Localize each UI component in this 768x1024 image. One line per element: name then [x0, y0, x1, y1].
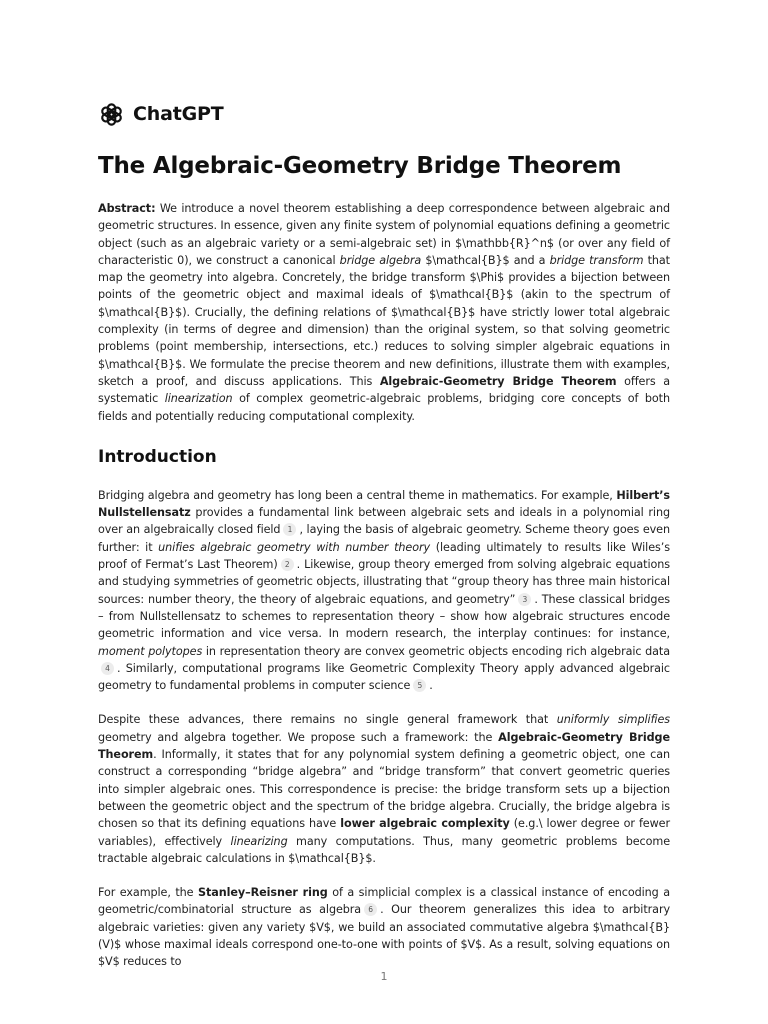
paragraph-text: (e.g.\ lower degree or fewer variables), effectively: [98, 817, 670, 848]
paragraph-text: .: [429, 679, 433, 693]
abstract-strong: Algebraic-Geometry Bridge Theorem: [379, 374, 617, 388]
paragraph-text: . Similarly, computational programs like Geometric Complexity Theory apply advanced algebraic geometry to fundamental problems in computer science: [98, 661, 670, 693]
citation-badge[interactable]: 3: [518, 593, 531, 606]
paragraph-text: , laying the basis of algebraic geometry. Scheme theory goes even further: it: [98, 523, 670, 554]
abstract-emphasis: bridge algebra: [339, 253, 422, 267]
document-title: The Algebraic-Geometry Bridge Theorem: [98, 153, 622, 179]
paragraph-text: provides a fundamental link between algebraic sets and ideals in a polynomial ring over an algebraically closed field: [98, 506, 670, 537]
citation-badge[interactable]: 5: [413, 679, 426, 692]
paragraph-text: Bridging algebra and geometry has long been a central theme in mathematics. For example,: [98, 488, 617, 502]
abstract-text: We introduce a novel theorem establishing a deep correspondence between algebraic and geometric structures. In essence, given any finite system of polynomial equations defining a geometric object (such as an algebraic variety or a semi-algebraic set) in $\mathbb{R}^n$ (or over any field of characteristic 0), we construct a canonical: [98, 202, 670, 267]
abstract-label: Abstract:: [98, 202, 156, 215]
abstract-emphasis: bridge transform: [549, 253, 644, 267]
paragraph-text: . These classical bridges – from Nullstellensatz to schemes to representation theory – show how algebraic structures encode geometric information and vice versa. In modern research, the interplay continues: for instance,: [98, 592, 670, 641]
intro-paragraph-2: [98, 711, 670, 867]
paragraph-emphasis: linearizing: [230, 834, 288, 848]
paragraph-text: (leading ultimately to results like Wiles’s proof of Fermat’s Last Theorem): [98, 540, 670, 572]
abstract-text: that map the geometry into algebra. Concretely, the bridge transform $\Phi$ provides a bijection between points of the geometric object and maximal ideals of $\mathcal{B}$ (akin to the spectrum of $\mathcal{B}$). Crucially, the defining relations of $\mathcal{B}$ have strictly lower total algebraic complexity (in terms of degree and dimension) than the original system, so that solving geometric problems (point membership, intersections, etc.) reduces to solving simpler algebraic equations in $\mathcal{B}$. We formulate the precise theorem and new definitions, illustrate them with examples, sketch a proof, and discuss applications. This: [98, 253, 670, 388]
paragraph-text: many computations. Thus, many geometric problems become tractable algebraic calculations in $\mathcal{B}$.: [98, 834, 670, 865]
openai-knot-icon: [98, 101, 125, 128]
paragraph-emphasis: moment polytopes: [98, 644, 203, 658]
citation-badge[interactable]: 2: [281, 558, 294, 571]
brand-header: [98, 98, 670, 130]
paragraph-strong: lower algebraic complexity: [340, 817, 510, 831]
abstract-emphasis: linearization: [164, 392, 233, 406]
paragraph-text: of a simplicial complex is a classical instance of encoding a geometric/combinatorial structure as algebra: [98, 886, 671, 917]
brand-name: ChatGPT: [133, 103, 224, 125]
document-page: [98, 98, 670, 971]
abstract-paragraph: [98, 200, 670, 425]
paragraph-emphasis: uniformly simplifies: [556, 713, 671, 727]
paragraph-strong: Algebraic-Geometry Bridge Theorem: [98, 730, 670, 762]
abstract-text: $\mathcal{B}$ and a: [421, 253, 550, 267]
citation-badge[interactable]: 4: [101, 662, 114, 675]
paragraph-text: . Our theorem generalizes this idea to arbitrary algebraic varieties: given any variety $V$, we build an associated commutative algebra $\mathcal{B}(V)$ whose maximal ideals correspond one-to-one with points of $V$. As a result, solving equations on $V$ reduces to: [98, 903, 671, 969]
paragraph-text: Despite these advances, there remains no single general framework that: [98, 713, 557, 727]
citation-badge[interactable]: 1: [283, 523, 296, 536]
abstract-text: of complex geometric-algebraic problems, bridging core concepts of both fields and potentially reducing computational complexity.: [98, 392, 670, 423]
paragraph-text: . Informally, it states that for any polynomial system defining a geometric object, one can construct a corresponding “bridge algebra” and “bridge transform” that convert geometric queries into simpler algebraic ones. This correspondence is precise: the bridge transform sets up a bijection between the geometric object and the spectrum of the bridge algebra. Crucially, the bridge algebra is chosen so that its defining equations have: [98, 748, 670, 831]
intro-paragraph-3: [98, 884, 670, 970]
paragraph-strong: Hilbert’s Nullstellensatz: [98, 488, 670, 520]
page-number: 1: [380, 970, 388, 983]
citation-badge[interactable]: 6: [364, 903, 377, 916]
paragraph-emphasis: unifies algebraic geometry with number theory: [158, 540, 431, 554]
paragraph-text: . Likewise, group theory emerged from solving algebraic equations and studying symmetries of geometric objects, illustrating that “group theory has three main historical sources: number theory, the theory of algebraic equations, and geometry”: [98, 558, 670, 606]
intro-paragraph-1: [98, 487, 670, 695]
paragraph-strong: Stanley–Reisner ring: [198, 886, 328, 900]
paragraph-text: in representation theory are convex geometric objects encoding rich algebraic data: [202, 644, 671, 658]
paragraph-text: geometry and algebra together. We propose such a framework: the: [98, 730, 499, 744]
abstract-text: offers a systematic: [98, 374, 670, 406]
paragraph-text: For example, the: [98, 886, 199, 900]
introduction-heading: Introduction: [98, 446, 217, 467]
